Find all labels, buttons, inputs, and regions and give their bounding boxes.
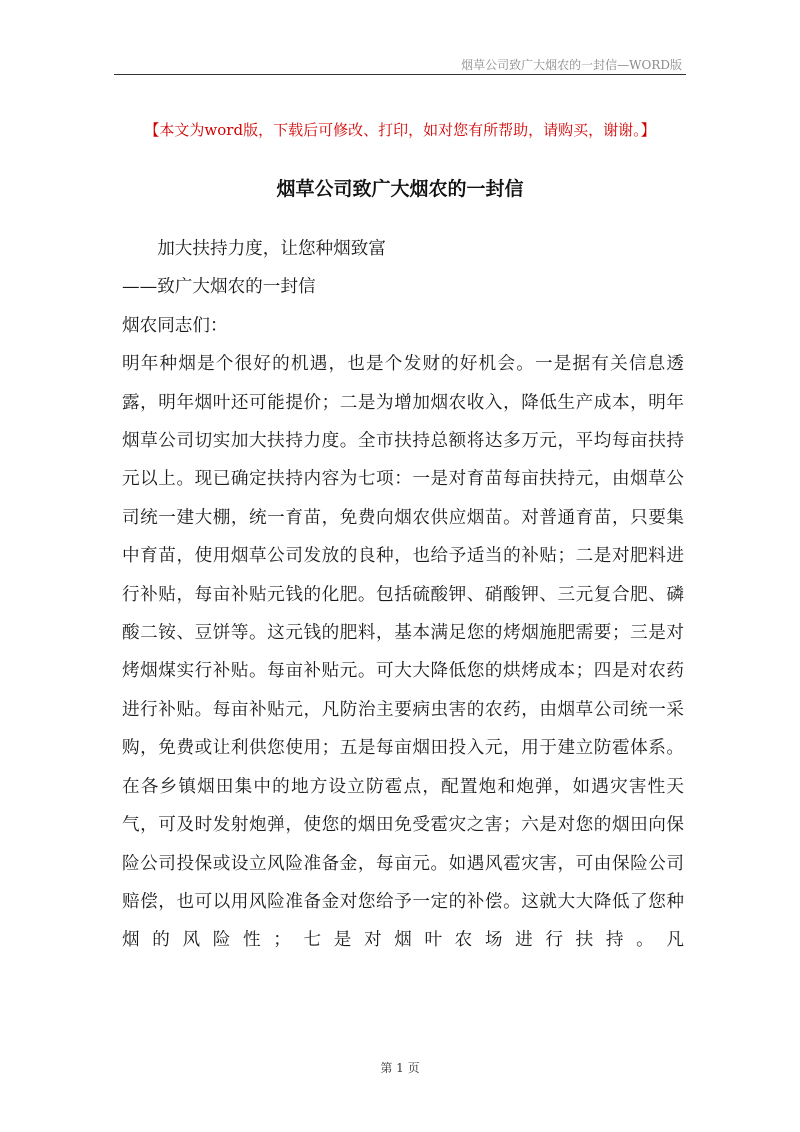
body-paragraph: 明年种烟是个很好的机遇，也是个发财的好机会。一是据有关信息透露，明年烟叶还可能提价；二是为增加烟农收入，降低生产成本，明年烟草公司切实加大扶持力度。全市扶持总额将达多万元，平均每亩扶持元以上。现已确定扶持内容为七项：一是对育苗每亩扶持元，由烟草公司统一建大棚，统一育苗，免费向烟农供应烟苗。对普通育苗，只要集中育苗，使用烟草公司发放的良种，也给予适当的补贴；二是对肥料进行补贴，每亩补贴元钱的化肥。包括硫酸钾、硝酸钾、三元复合肥、磷酸二铵、豆饼等。这元钱的肥料，基本满足您的烤烟施肥需要；三是对烤烟煤实行补贴。每亩补贴元。可大大降低您的烘烤成本；四是对农药进行补贴。每亩补贴元，凡防治主要病虫害的农药，由烟草公司统一采购，免费或让利供您使用；五是每亩烟田投入元，用于建立防雹体系。在各乡镇烟田集中的地方设立防雹点，配置炮和炮弹，如遇灾害性天气，可及时发射炮弹，使您的烟田免受雹灾之害；六是对您的烟田向保险公司投保或设立风险准备金，每亩元。如遇风雹灾害，可由保险公司赔偿，也可以用风险准备金对您给予一定的补偿。这就大大降低了您种烟的风险性；七是对烟叶农场进行扶持。凡 — [122, 354, 684, 951]
document-title: 烟草公司致广大烟农的一封信 — [276, 178, 524, 200]
running-header: 烟草公司致广大烟农的一封信—WORD版 — [461, 58, 682, 72]
slogan-line: 加大扶持力度，让您种烟致富 — [157, 239, 386, 259]
salutation: 烟农同志们： — [122, 315, 228, 336]
header-divider — [114, 74, 686, 75]
download-notice: 【本文为word版，下载后可修改、打印，如对您有所帮助，请购买，谢谢。】 — [144, 121, 656, 139]
page-number: 第 1 页 — [380, 1061, 420, 1075]
letter-subtitle: ——致广大烟农的一封信 — [122, 277, 316, 298]
document-body — [122, 230, 684, 960]
